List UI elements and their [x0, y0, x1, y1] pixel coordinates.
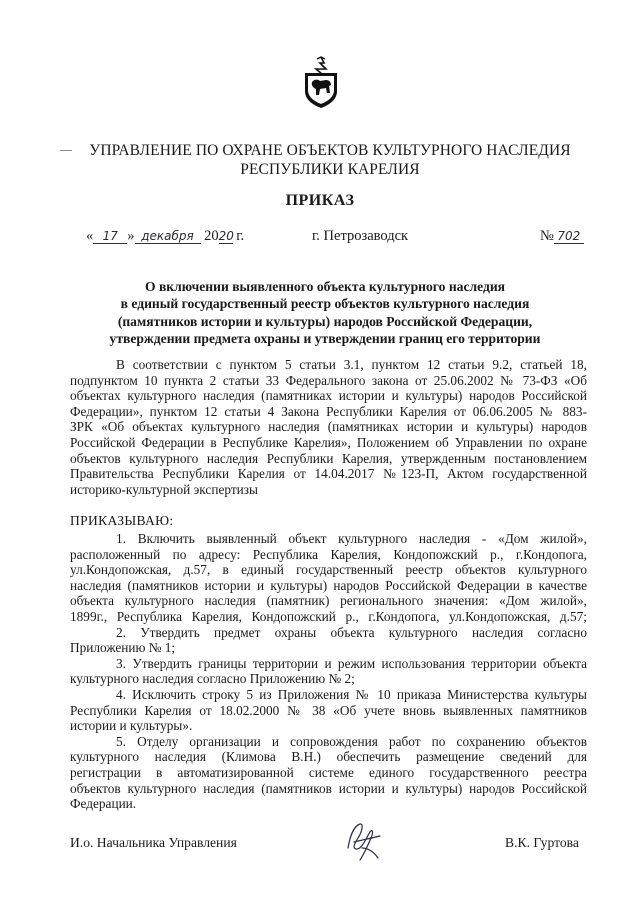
order-city: г. Петрозаводск: [312, 228, 409, 244]
number-value: 702: [554, 229, 584, 244]
item-line: культурного наследия (Климова В.Н.) обеспечить размещение сведений для: [70, 749, 587, 765]
item-line: объектов культурного наследия (памятников истории и культуры) народов Российской: [70, 780, 587, 796]
item-line: истории и культуры».: [70, 718, 193, 734]
item-line: 1899г., Республика Карелия, Кондопожский р., г.Кондопога, ул.Кондопожская, д.57;: [70, 608, 587, 624]
preamble-line: объектов культурного наследия Республики Карелия, утвержденным постановлением: [70, 450, 587, 466]
date-close-quote: »: [127, 228, 135, 244]
order-number: [540, 228, 584, 245]
preamble-line: историко-культурной экспертизы: [70, 481, 258, 497]
preamble-line: объектах культурного наследия (памятниках истории и культуры) народов Российской: [70, 388, 587, 404]
signatory-position: И.о. Начальника Управления: [70, 835, 237, 850]
handwritten-signature: [340, 818, 386, 866]
order-heading: ПРИКАЗ: [285, 192, 355, 209]
preamble-line: Федерации», пунктом 12 статьи 4 Закона Республики Карелия от 06.06.2005 № 883-: [70, 403, 587, 419]
item-line: 4. Исключить строку 5 из Приложения № 10 приказа Министерства культуры: [116, 686, 587, 702]
item-line: 3. Утвердить границы территории и режим использования территории объекта: [116, 655, 587, 671]
date-year-suffix: 20: [218, 229, 234, 243]
header-line-2: РЕСПУБЛИКИ КАРЕЛИЯ: [240, 161, 420, 178]
item-line: Приложению № 1;: [70, 640, 176, 656]
header-line-1: УПРАВЛЕНИЕ ПО ОХРАНЕ ОБЪЕКТОВ КУЛЬТУРНОГО НАСЛЕДИЯ: [89, 142, 571, 159]
item-line: расположенный по адресу: Республика Карелия, Кондопожский р., г.Кондопога,: [70, 546, 587, 562]
item-line: наследия (памятников истории и культуры) народов Российской Федерации в качестве: [70, 577, 587, 593]
number-sign: №: [540, 228, 554, 244]
preamble-line: В соответствии с пунктом 5 статьи 3.1, пунктом 12 статьи 9.2, статьей 18,: [116, 357, 587, 372]
karelia-emblem-icon: [300, 55, 342, 109]
item-line: Республики Карелия от 18.02.2000 № 38 «Об учете вновь выявленных памятников: [70, 702, 587, 718]
item-line: регистрации в автоматизированной системе единого государственного реестра: [70, 764, 587, 780]
title-line: утверждении предмета охраны и утверждении границ его территории: [109, 330, 541, 346]
item-line: объекта культурного наследия (памятник) регионального значения: «Дом жилой»,: [70, 593, 587, 609]
prikazyvayu-heading: ПРИКАЗЫВАЮ:: [70, 513, 174, 528]
order-items: [70, 531, 587, 812]
date-open-quote: «: [86, 228, 94, 244]
date-year-prefix: 20: [204, 228, 219, 244]
item-line: культурного наследия согласно Приложению № 2;: [70, 671, 355, 687]
title-line: (памятников истории и культуры) народов Российской Федерации,: [117, 313, 533, 329]
item-line: 2. Утвердить предмет охраны объекта культурного наследия согласно: [116, 624, 587, 640]
signatory-name: В.К. Гуртова: [505, 835, 579, 850]
preamble-line: Правительства Республики Карелия от 14.04.2017 №123-П, Актом государственной: [70, 466, 587, 482]
item-line: 5. Отделу организации и сопровождения работ по сохранению объектов: [116, 733, 587, 749]
preamble-line: ЗРК «Об объектах культурного наследия (памятниках истории и культуры) народов: [70, 419, 587, 435]
preamble-paragraph: [70, 357, 587, 497]
title-line: О включении выявленного объекта культурного наследия: [144, 279, 506, 294]
date-month: декабря: [135, 229, 201, 244]
item-line: Федерации.: [70, 796, 137, 812]
title-line: в единый государственный реестр объектов культурного наследия: [120, 296, 530, 312]
item-line: ул.Кондопожская, д.57, в единый государственный реестр объектов культурного: [70, 562, 587, 578]
preamble-line: подпунктом 10 пункта 2 статьи 33 Федерального закона от 25.06.2002 № 73-ФЗ «Об: [70, 372, 587, 388]
date-day: 17: [93, 229, 127, 244]
item-line: 1. Включить выявленный объект культурного наследия - «Дом жилой»,: [116, 531, 587, 546]
preamble-line: Российской Федерации в Республике Карелия», Положением об Управлении по охране: [70, 434, 587, 450]
date-year-unit: г.: [236, 228, 245, 244]
order-date: [86, 228, 244, 245]
order-title: [80, 278, 570, 347]
